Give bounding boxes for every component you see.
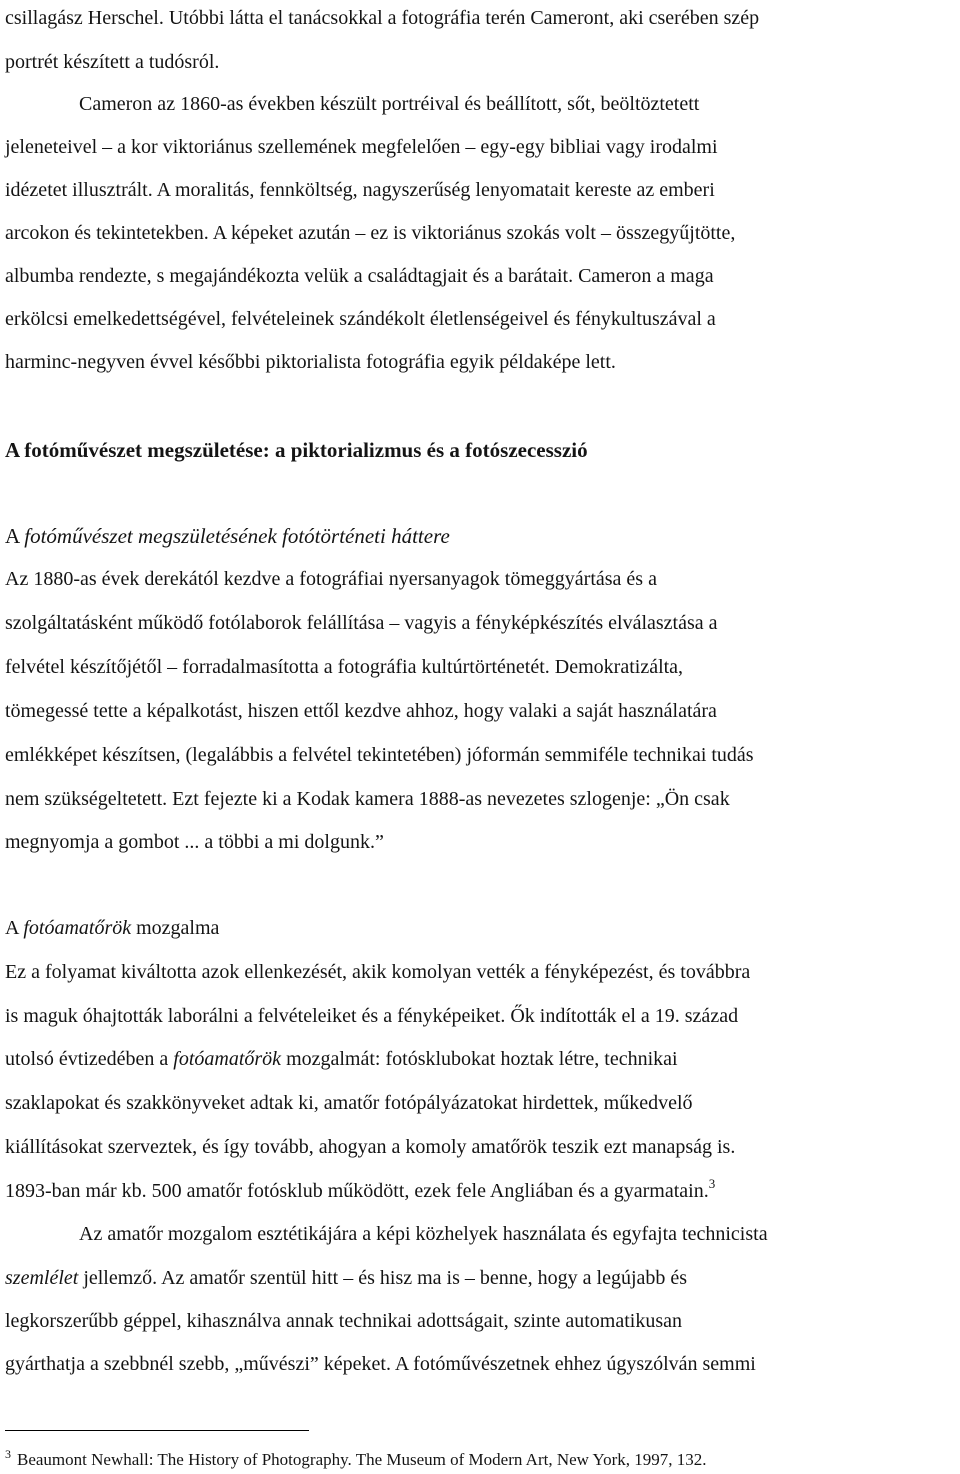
- subheading-prefix: A: [5, 917, 24, 939]
- text-line: felvétel készítőjétől – forradalmasította a fotográfia kultúrtörténetét. Demokratizálta,: [5, 656, 684, 678]
- text-line: albumba rendezte, s megajándékozta velük a családtagjait és a barátait. Cameron a maga: [5, 265, 714, 287]
- text-line: 1893-ban már kb. 500 amatőr fotósklub működött, ezek fele Angliában és a gyarmatain.$^3$: [5, 1176, 716, 1202]
- text-line: is maguk óhajtották laborálni a felvételeiket és a fényképeiket. Ők indították el a 19. század: [5, 1005, 739, 1027]
- subheading-prefix: A: [5, 524, 25, 548]
- text-line: Az amatőr mozgalom esztétikájára a képi közhelyek használata és egyfajta technicista: [79, 1223, 768, 1245]
- subheading-suffix: mozgalma: [131, 917, 220, 939]
- subheading-italic: fotóművészet megszületésének fotótörténeti háttere: [24, 524, 450, 548]
- text-line: nem szükségeltetett. Ezt fejezte ki a Kodak kamera 1888-as nevezetes szlogenje: „Ön csak: [5, 788, 730, 810]
- section-heading: A fotóművészet megszületése: a piktorializmus és a fotószecesszió: [5, 438, 588, 462]
- text-line: harminc-negyven évvel későbbi piktorialista fotográfia egyik példaképe lett.: [5, 351, 616, 373]
- text-line: jeleneteivel – a kor viktoriánus szellemének megfelelően – egy-egy bibliai vagy irodalmi: [5, 136, 718, 158]
- text-line: Cameron az 1860-as években készült portréival és beállított, sőt, beöltöztetett: [79, 93, 700, 115]
- subheading-italic: fotóamatőrök: [23, 917, 132, 939]
- text-line: gyárthatja a szebbnél szebb, „művészi” képeket. A fotóművészetnek ehhez úgyszólván semmi: [5, 1353, 756, 1375]
- footnote-text: Beaumont Newhall: The History of Photography. The Museum of Modern Art, New York, 1997, 132.: [17, 1450, 707, 1469]
- text-line: szemlélet jellemző. Az amatőr szentül hitt – és hisz ma is – benne, hogy a legújabb és: [5, 1267, 688, 1289]
- text-line: emlékképet készítsen, (legalábbis a felvétel tekintetében) jóformán semmiféle technikai tudás: [5, 744, 754, 766]
- italic-term: fotóamatőrök: [173, 1048, 282, 1070]
- text-line: portrét készített a tudósról.: [5, 51, 220, 73]
- italic-term: szemlélet: [5, 1267, 79, 1289]
- text-line: csillagász Herschel. Utóbbi látta el tanácsokkal a fotográfia terén Cameront, aki cserében szép: [5, 7, 760, 29]
- text-line: arcokon és tekintetekben. A képeket azután – ez is viktoriánus szokás volt – összegyűjtötte,: [5, 222, 736, 244]
- text-line: erkölcsi emelkedettségével, felvételeinek szándékolt életlenségeivel és fénykultuszával a: [5, 308, 716, 330]
- text-line: kiállításokat szerveztek, és így tovább, ahogyan a komoly amatőrök teszik ezt manapság is.: [5, 1136, 736, 1158]
- text-line: legkorszerűbb géppel, kihasználva annak technikai adottságait, szinte automatikusan: [5, 1310, 682, 1332]
- text-line: idézetet illusztrált. A moralitás, fennköltség, nagyszerűség lenyomatait kereste az emberi: [5, 179, 715, 201]
- text-line: tömegessé tette a képalkotást, hiszen ettől kezdve ahhoz, hogy valaki a saját használatára: [5, 700, 717, 722]
- text-line: szolgáltatásként működő fotólaborok felállítása – vagyis a fényképkészítés elválasztása a: [5, 612, 718, 634]
- text-line: Ez a folyamat kiváltotta azok ellenkezését, akik komolyan vették a fényképezést, és továbbra: [5, 961, 751, 983]
- subheading-amateurs: [5, 916, 219, 940]
- footnote-reference[interactable]: 3: [708, 1176, 716, 1191]
- footnote-divider: [5, 1430, 309, 1431]
- text-line: Az 1880-as évek derekától kezdve a fotográfiai nyersanyagok tömeggyártása és a: [5, 568, 657, 590]
- footnote-number: 3: [5, 1447, 11, 1461]
- text-line: utolsó évtizedében a fotóamatőrök mozgalmát: fotósklubokat hoztak létre, technikai: [5, 1048, 678, 1070]
- footnote: [5, 1448, 707, 1472]
- subheading-background: [5, 524, 450, 548]
- text-line: szaklapokat és szakkönyveket adtak ki, amatőr fotópályázatokat hirdettek, műkedvelő: [5, 1092, 693, 1114]
- text-line: megnyomja a gombot ... a többi a mi dolgunk.”: [5, 831, 384, 853]
